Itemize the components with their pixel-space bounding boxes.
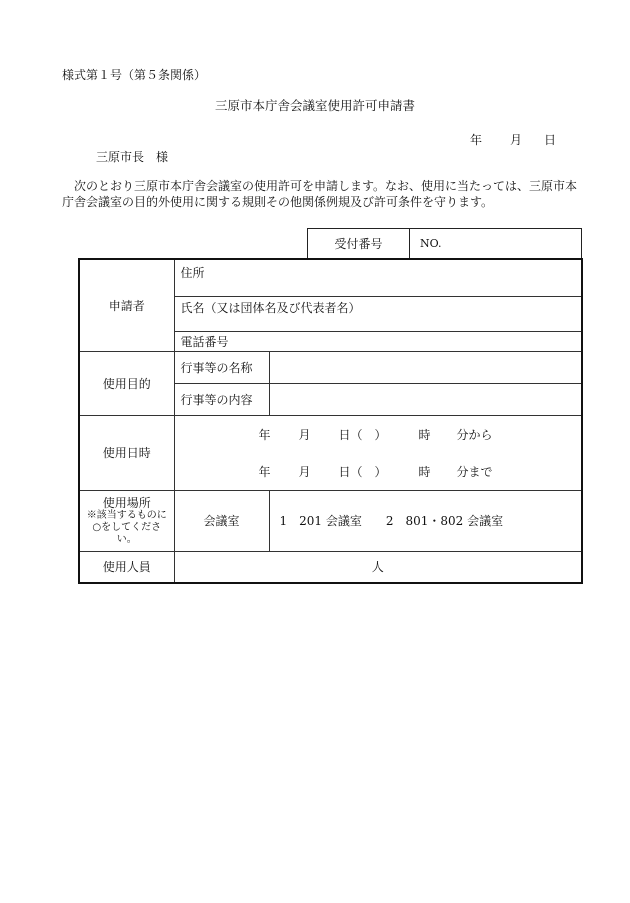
address-label: 住所 (180, 266, 205, 280)
document-title: 三原市本庁舎会議室使用許可申請書 (214, 98, 415, 113)
receipt-number-box (307, 228, 582, 258)
event-content-label: 行事等の内容 (174, 383, 269, 415)
to-hour: 時 (418, 464, 431, 479)
place-header: 使用場所 (102, 495, 151, 510)
name-label: 氏名（又は団体名及び代表者名） (180, 300, 361, 315)
to-minute: 分まで (456, 464, 493, 479)
addressee: 三原市長 様 (96, 150, 169, 164)
address-field[interactable] (174, 259, 582, 296)
from-minute: 分から (456, 427, 493, 442)
name-field[interactable] (174, 296, 582, 331)
date-day-label: 日 (544, 133, 557, 147)
place-header-cell (79, 490, 174, 551)
receipt-number-label: 受付番号 (308, 229, 410, 258)
phone-label: 電話番号 (180, 334, 229, 349)
application-form-table (78, 258, 583, 584)
datetime-to-row (175, 453, 582, 490)
from-month: 月 (298, 427, 311, 442)
statement-text: 次のとおり三原市本庁舎会議室の使用許可を申請します。なお、使用に当たっては、三原市本庁舎会議室の目的外使用に関する規則その他関係例規及び許可条件を守ります。 (62, 179, 578, 209)
date-month-label: 月 (510, 133, 523, 147)
attendees-unit: 人 (371, 560, 384, 575)
place-options: 1 201 会議室 2 801・802 会議室 (279, 514, 504, 528)
event-name-field[interactable] (269, 351, 582, 383)
date-year-label: 年 (470, 133, 483, 147)
event-name-label: 行事等の名称 (174, 351, 269, 383)
application-date (470, 131, 556, 148)
purpose-header: 使用目的 (79, 351, 174, 415)
application-statement (62, 178, 582, 210)
applicant-header: 申請者 (79, 259, 174, 351)
place-type: 会議室 (174, 490, 269, 551)
receipt-number-value[interactable]: NO. (420, 237, 442, 250)
datetime-from-row (175, 416, 582, 453)
event-content-field[interactable] (269, 383, 582, 415)
from-year: 年 (258, 427, 271, 442)
from-hour: 時 (418, 427, 431, 442)
to-year: 年 (258, 464, 271, 479)
datetime-field[interactable] (174, 415, 582, 490)
place-note: ※該当するものに○をしてください。 (86, 509, 167, 545)
place-options-field[interactable] (269, 490, 582, 551)
attendees-field[interactable] (174, 551, 582, 583)
attendees-header: 使用人員 (79, 551, 174, 583)
to-day: 日（ ） (338, 464, 387, 479)
to-month: 月 (298, 464, 311, 479)
form-number: 様式第１号（第５条関係） (62, 68, 207, 82)
phone-field[interactable] (174, 331, 582, 351)
from-day: 日（ ） (338, 427, 387, 442)
datetime-header: 使用日時 (79, 415, 174, 490)
